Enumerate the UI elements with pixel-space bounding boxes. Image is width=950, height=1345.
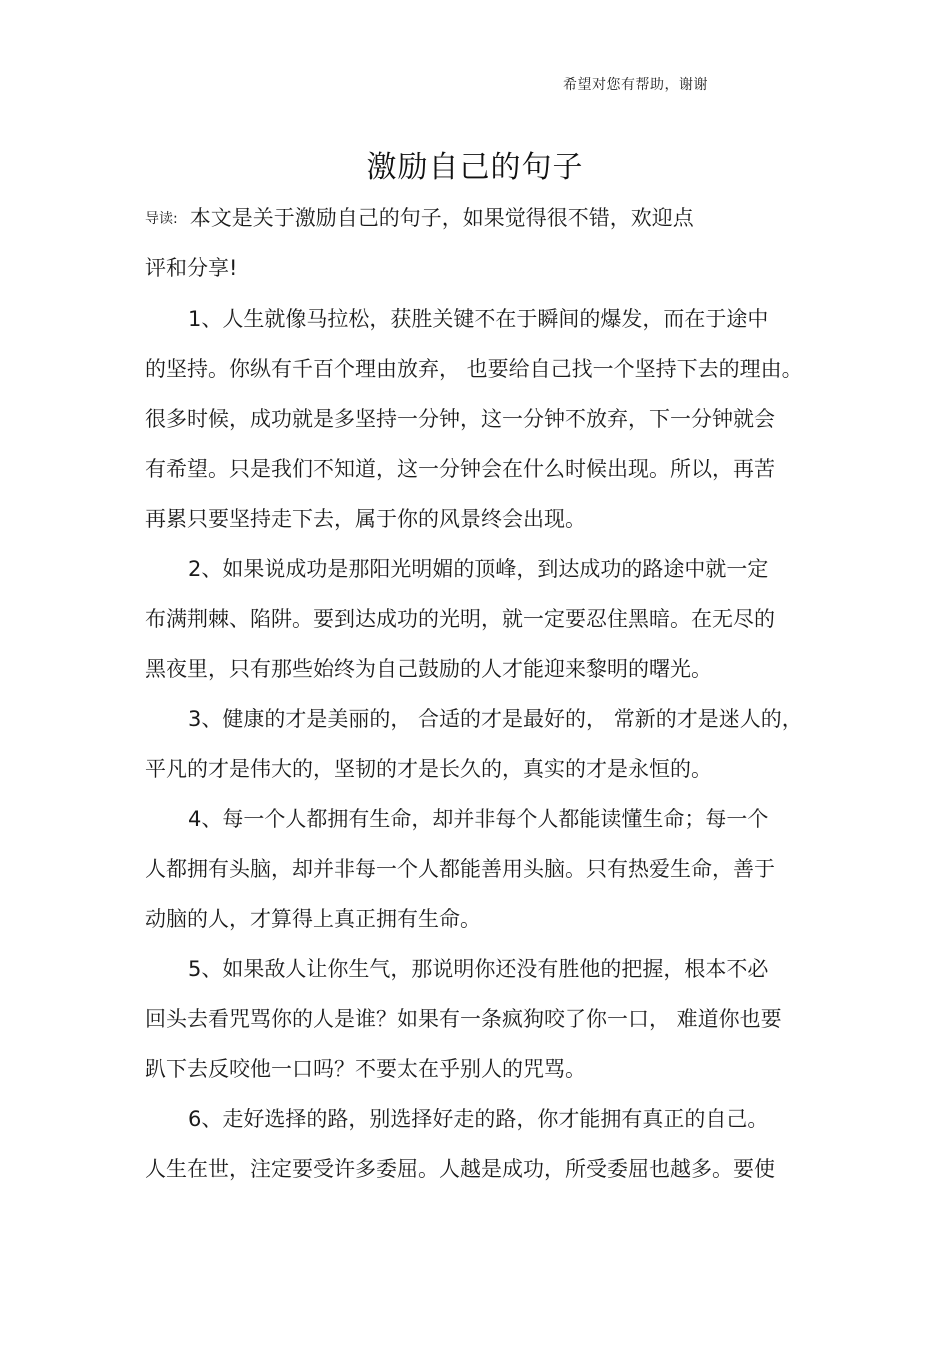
paragraph-1-line-1: 1、人生就像马拉松，获胜关键不在于瞬间的爆发，而在于途中 — [188, 307, 769, 331]
paragraph-3-line-1: 3、健康的才是美丽的， 合适的才是最好的， 常新的才是迷人的， — [188, 707, 803, 731]
paragraph-1-line-3: 很多时候，成功就是多坚持一分钟，这一分钟不放弃，下一分钟就会 — [145, 407, 775, 431]
header-note: 希望对您有帮助，谢谢 — [563, 77, 708, 93]
paragraph-1-line-4: 有希望。只是我们不知道，这一分钟会在什么时候出现。所以，再苦 — [145, 457, 775, 481]
document-title: 激励自己的句子 — [366, 150, 584, 185]
paragraph-4-line-1: 4、每一个人都拥有生命，却并非每个人都能读懂生命；每一个 — [188, 807, 769, 831]
intro-label: 导读: — [145, 211, 178, 227]
paragraph-5-line-2: 回头去看咒骂你的人是谁？如果有一条疯狗咬了你一口， 难道你也要 — [145, 1007, 782, 1031]
paragraph-3-line-2: 平凡的才是伟大的，坚韧的才是长久的，真实的才是永恒的。 — [145, 757, 712, 781]
paragraph-5-line-1: 5、如果敌人让你生气，那说明你还没有胜他的把握，根本不必 — [188, 957, 769, 981]
paragraph-2-line-2: 布满荆棘、陷阱。要到达成功的光明，就一定要忍住黑暗。在无尽的 — [145, 607, 775, 631]
paragraph-4-line-3: 动脑的人，才算得上真正拥有生命。 — [145, 907, 481, 931]
paragraph-6-line-2: 人生在世，注定要受许多委屈。人越是成功，所受委屈也越多。要使 — [145, 1157, 775, 1181]
paragraph-6-line-1: 6、走好选择的路，别选择好走的路，你才能拥有真正的自己。 — [188, 1107, 769, 1131]
intro-line-1 — [145, 203, 694, 234]
paragraph-5-line-3: 趴下去反咬他一口吗？不要太在乎别人的咒骂。 — [145, 1057, 586, 1081]
paragraph-4-line-2: 人都拥有头脑，却并非每一个人都能善用头脑。只有热爱生命，善于 — [145, 857, 775, 881]
intro-line-2: 评和分享! — [145, 256, 238, 280]
intro-text-1: 本文是关于激励自己的句子，如果觉得很不错，欢迎点 — [189, 206, 694, 230]
paragraph-2-line-1: 2、如果说成功是那阳光明媚的顶峰，到达成功的路途中就一定 — [188, 557, 769, 581]
paragraph-1-line-5: 再累只要坚持走下去，属于你的风景终会出现。 — [145, 507, 586, 531]
paragraph-2-line-3: 黑夜里，只有那些始终为自己鼓励的人才能迎来黎明的曙光。 — [145, 657, 712, 681]
paragraph-1-line-2: 的坚持。你纵有千百个理由放弃， 也要给自己找一个坚持下去的理由。 — [145, 357, 803, 381]
